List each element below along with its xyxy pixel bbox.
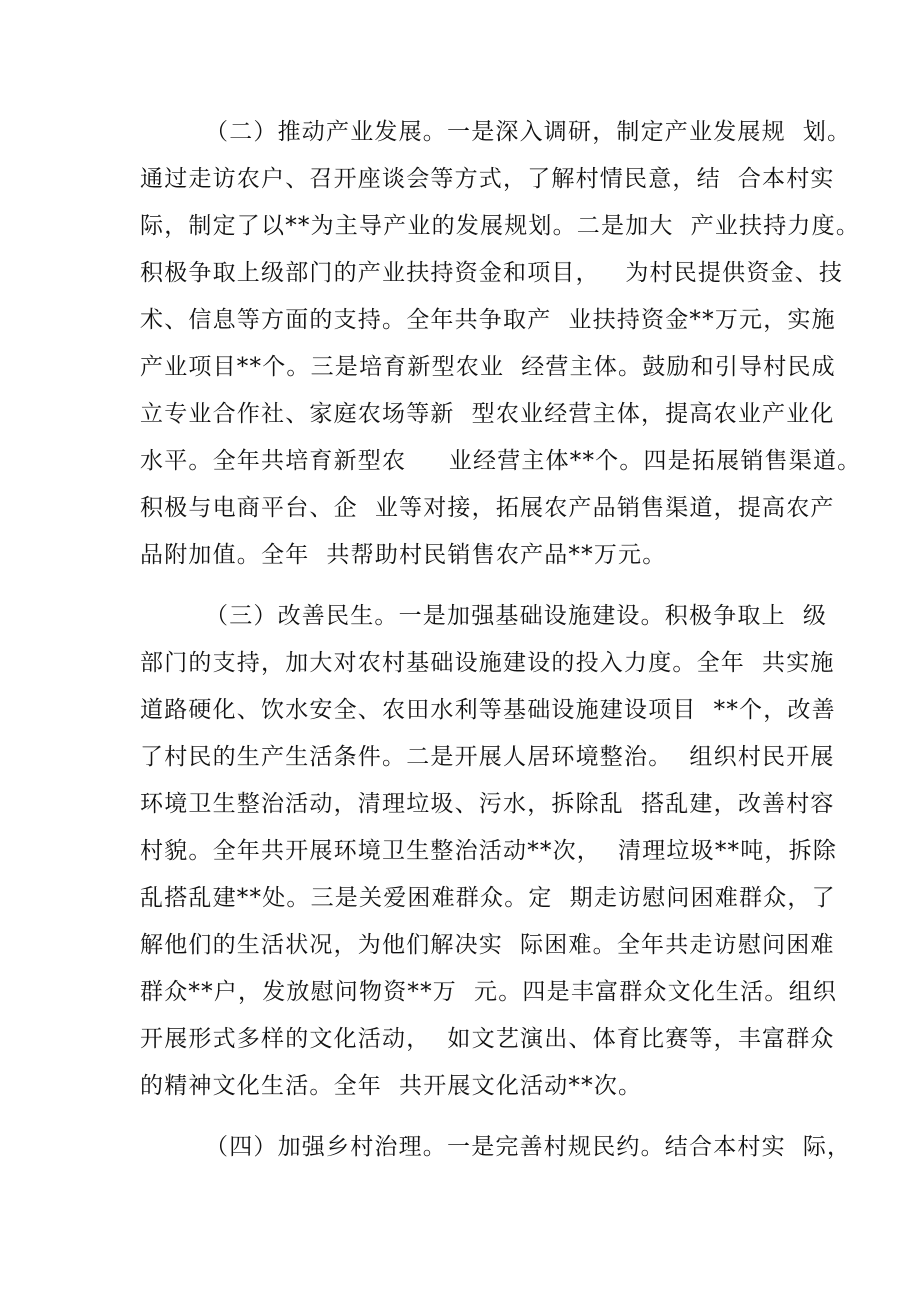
text-line: 际，制定了以**为主导产业的发展规划。二是加大 产业扶持力度。 xyxy=(140,213,861,239)
text-line: 群众**户，发放慰问物资**万 元。四是丰富群众文化生活。组织 xyxy=(140,979,838,1005)
text-line: 的精神文化生活。全年 共开展文化活动**次。 xyxy=(140,1073,643,1099)
text-line: 水平。全年共培育新型农 业经营主体**个。四是拓展销售渠道。 xyxy=(140,448,862,474)
paragraph-2-heading-line: （二）推动产业发展。一是深入调研，制定产业发展规 划。 xyxy=(205,119,852,145)
paragraph-4-heading-line: （四）加强乡村治理。一是完善村规民约。结合本村实 际， xyxy=(205,1134,852,1160)
text-line: 积极争取上级部门的产业扶持资金和项目， 为村民提供资金、技 xyxy=(140,260,844,286)
text-line: 部门的支持，加大对农村基础设施建设的投入力度。全年 共实施 xyxy=(140,650,835,676)
text-line: 产业项目**个。三是培育新型农业 经营主体。鼓励和引导村民成 xyxy=(140,354,836,380)
text-line: 环境卫生整治活动，清理垃圾、污水，拆除乱 搭乱建，改善村容 xyxy=(140,791,835,817)
text-line: 积极与电商平台、企 业等对接，拓展农产品销售渠道，提高农产 xyxy=(140,495,835,521)
text-line: 道路硬化、饮水安全、农田水利等基础设施建设项目 **个，改善 xyxy=(140,697,836,723)
text-line: 乱搭乱建**处。三是关爱困难群众。定 期走访慰问困难群众，了 xyxy=(140,885,836,911)
text-line: 开展形式多样的文化活动， 如文艺演出、体育比赛等，丰富群众 xyxy=(140,1026,835,1052)
paragraph-3-heading-line: （三）改善民生。一是加强基础设施建设。积极争取上 级 xyxy=(205,603,828,629)
text-line: 解他们的生活状况，为他们解决实 际困难。全年共走访慰问困难 xyxy=(140,932,835,958)
text-line: 术、信息等方面的支持。全年共争取产 业扶持资金**万元，实施 xyxy=(140,307,836,333)
text-line: 了村民的生产生活条件。二是开展人居环境整治。 组织村民开展 xyxy=(140,744,835,770)
text-line: 立专业合作社、家庭农场等新 型农业经营主体，提高农业产业化 xyxy=(140,401,835,427)
text-line: 通过走访农户、召开座谈会等方式，了解村情民意，结 合本村实 xyxy=(140,166,835,192)
text-line: 品附加值。全年 共帮助村民销售农产品**万元。 xyxy=(140,542,667,568)
text-line: 村貌。全年共开展环境卫生整治活动**次， 清理垃圾**吨，拆除 xyxy=(140,838,838,864)
